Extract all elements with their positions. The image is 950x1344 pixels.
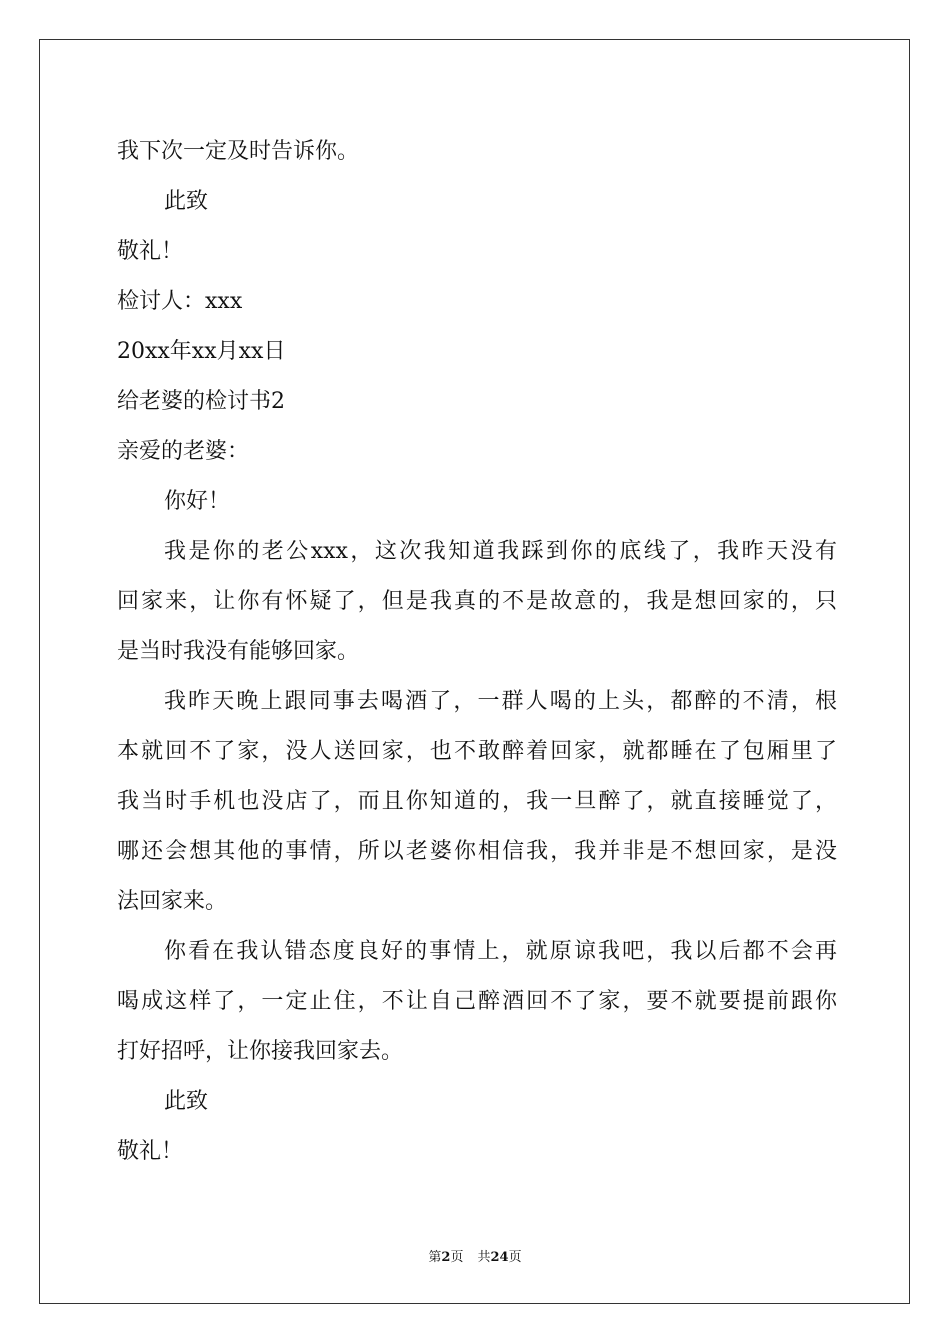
paragraph-line: 我当时手机也没店了，而且你知道的，我一旦醉了，就直接睡觉了， (117, 789, 837, 814)
closing-respect: 敬礼！ (117, 239, 184, 264)
paragraph-line: 喝成这样了，一定止住，不让自己醉酒回不了家，要不就要提前跟你 (117, 989, 837, 1014)
paragraph-line: 是当时我没有能够回家。 (117, 639, 360, 664)
date-line: 20xx年xx月xx日 (117, 339, 286, 364)
text-line: 我下次一定及时告诉你。 (117, 139, 360, 164)
greeting-line: 亲爱的老婆： (117, 439, 250, 464)
page-total: 共24页 (477, 1250, 522, 1265)
signature-line: 检讨人：xxx (117, 289, 243, 314)
paragraph-line: 本就回不了家，没人送回家，也不敢醉着回家，就都睡在了包厢里了 (117, 739, 837, 764)
page-footer (0, 1246, 950, 1265)
document-body (117, 127, 837, 1177)
paragraph-line: 我是你的老公xxx，这次我知道我踩到你的底线了，我昨天没有 (164, 539, 837, 564)
paragraph-line: 打好招呼，让你接我回家去。 (117, 1039, 404, 1064)
paragraph-line: 哪还会想其他的事情，所以老婆你相信我，我并非是不想回家，是没 (117, 839, 837, 864)
closing-salutation: 此致 (164, 1089, 209, 1114)
section-title: 给老婆的检讨书2 (117, 389, 285, 414)
page-number: 第2页 (428, 1250, 464, 1265)
greeting-hello: 你好！ (164, 489, 231, 514)
paragraph-line: 我昨天晚上跟同事去喝酒了，一群人喝的上头，都醉的不清，根 (164, 689, 837, 714)
closing-respect: 敬礼！ (117, 1139, 184, 1164)
paragraph-line: 法回家来。 (117, 889, 228, 914)
paragraph-line: 你看在我认错态度良好的事情上，就原谅我吧，我以后都不会再 (164, 939, 837, 964)
paragraph-line: 回家来，让你有怀疑了，但是我真的不是故意的，我是想回家的，只 (117, 589, 837, 614)
closing-salutation: 此致 (164, 189, 209, 214)
